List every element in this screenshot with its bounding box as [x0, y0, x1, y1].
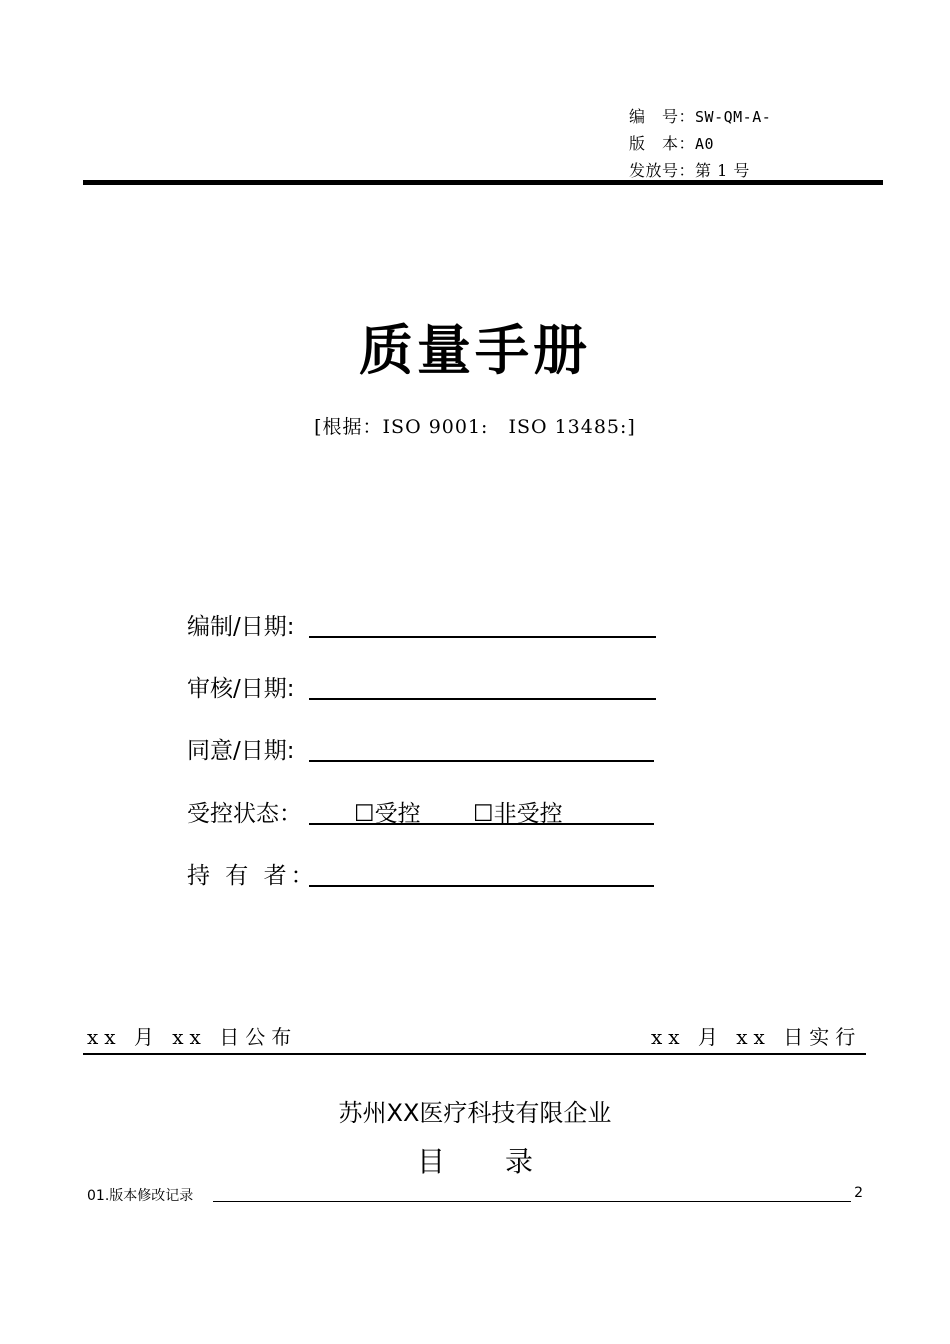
control-status-label: 受控状态：: [187, 801, 302, 827]
approved-date-label: 同意/日期:: [187, 738, 295, 764]
toc-item[interactable]: [87, 1185, 863, 1205]
toc-leader-line: [213, 1201, 851, 1202]
holder-label: 持 有 者：: [187, 863, 318, 889]
standards-basis: [根据：ISO 9001: ISO 13485:]: [314, 416, 636, 438]
prepared-date-line[interactable]: [309, 636, 656, 638]
document-version-label: 版 本：: [629, 134, 696, 153]
holder-line[interactable]: [309, 885, 654, 887]
controlled-option[interactable]: ☐受控: [354, 801, 421, 827]
document-version-value: A0: [695, 135, 715, 153]
effective-date: xx 月 xx 日实行: [651, 1025, 862, 1049]
toc-title: 目录: [416, 1145, 593, 1178]
document-number: [629, 104, 771, 127]
reviewed-date-line[interactable]: [309, 698, 656, 700]
document-number-value: SW-QM-A-: [695, 108, 772, 126]
document-number-label: 编 号：: [629, 107, 696, 126]
toc-item-label: 01.版本修改记录: [87, 1185, 193, 1205]
publish-date: xx 月 xx 日公布: [87, 1025, 298, 1049]
control-status-line: [309, 823, 654, 825]
prepared-date-label: 编制/日期:: [187, 614, 295, 640]
issue-number-label: 发放号：: [629, 161, 696, 180]
document-title: 质量手册: [359, 319, 591, 382]
header-divider: [83, 180, 883, 185]
issue-number: [629, 158, 750, 181]
document-version: [629, 131, 714, 154]
approved-date-line[interactable]: [309, 760, 654, 762]
company-name: 苏州XX医疗科技有限企业: [338, 1099, 612, 1127]
footer-divider: [83, 1053, 866, 1055]
reviewed-date-label: 审核/日期:: [187, 676, 295, 702]
toc-item-page: 2: [854, 1185, 863, 1201]
issue-number-value: 第 1 号: [695, 161, 750, 180]
uncontrolled-option[interactable]: ☐非受控: [473, 801, 563, 827]
